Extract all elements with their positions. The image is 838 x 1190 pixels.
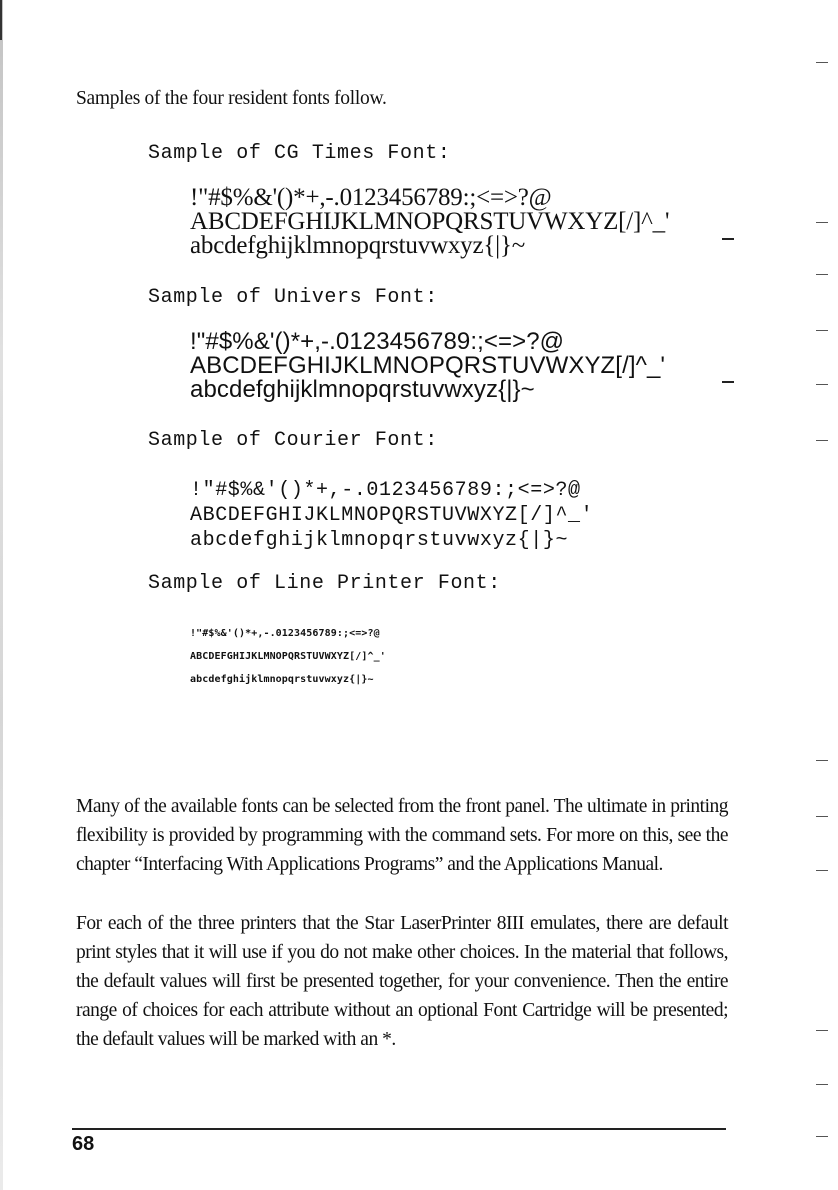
heading-line-printer: Sample of Line Printer Font: [148,572,501,595]
sample-line: abcdefghijklmnopqrstuvwxyz{|}~ [190,529,569,552]
margin-mark [816,870,828,871]
paragraph-default-styles [76,909,728,1054]
margin-mark [816,440,828,441]
paragraph-front-panel [76,792,728,879]
sample-line: !"#$%&'()*+,-.0123456789:;<=>?@ [190,628,380,639]
sample-line: abcdefghijklmnopqrstuvwxyz{|}~ [190,376,535,403]
sample-line: !"#$%&'()*+,-.0123456789:;<=>?@ [190,184,552,211]
sample-line: ABCDEFGHIJKLMNOPQRSTUVWXYZ[/]^_' [190,504,594,527]
margin-mark [816,1136,828,1137]
heading-cg-times: Sample of CG Times Font: [148,142,451,165]
margin-mark [816,1030,828,1031]
margin-mark [816,222,828,223]
sample-line: ABCDEFGHIJKLMNOPQRSTUVWXYZ[/]^_' [190,208,670,235]
margin-mark [816,62,828,63]
sample-courier [190,478,593,553]
margin-mark [816,1084,828,1085]
intro-text: Samples of the four resident fonts follow. [76,88,387,109]
sample-line: !"#$%&'()*+,-.0123456789:;<=>?@ [190,479,581,502]
paragraph-text: Many of the available fonts can be selected from the front panel. The ultimate in printing flexibility is provided by programming with the command sets. For more on this, see the chapter “Interfacing With Applications Programs” and the Applications Manual. [76,796,728,875]
margin-mark [816,384,828,385]
sample-line: ABCDEFGHIJKLMNOPQRSTUVWXYZ[/]^_' [190,651,386,662]
margin-mark [816,760,828,761]
heading-courier: Sample of Courier Font: [148,429,438,452]
sample-line: abcdefghijklmnopqrstuvwxyz{|}~ [190,674,374,685]
margin-mark [816,330,828,331]
underscore-mark [722,238,734,240]
scan-edge [0,0,3,1190]
underscore-mark [722,381,734,383]
margin-mark [816,816,828,817]
footer-rule [72,1128,726,1130]
sample-line: ABCDEFGHIJKLMNOPQRSTUVWXYZ[/]^_' [190,352,666,379]
sample-cg-times [190,186,669,258]
heading-univers: Sample of Univers Font: [148,286,438,309]
sample-line: !"#$%&'()*+,-.0123456789:;<=>?@ [190,328,565,355]
margin-mark [816,274,828,275]
sample-line: abcdefghijklmnopqrstuvwxyz{|}~ [190,232,526,259]
sample-univers [190,330,665,402]
sample-line-printer [190,622,386,691]
paragraph-text: For each of the three printers that the Star LaserPrinter 8III emulates, there are default print styles that it will use if you do not make other choices. In the material that follows, the default values will first be presented together, for your convenience. Then the entire range of choices for each attribute without an optional Font Cartridge will be presented; the default values will be marked with an *. [76,913,728,1050]
scan-edge-mark [0,0,2,40]
page-number: 68 [72,1133,95,1155]
